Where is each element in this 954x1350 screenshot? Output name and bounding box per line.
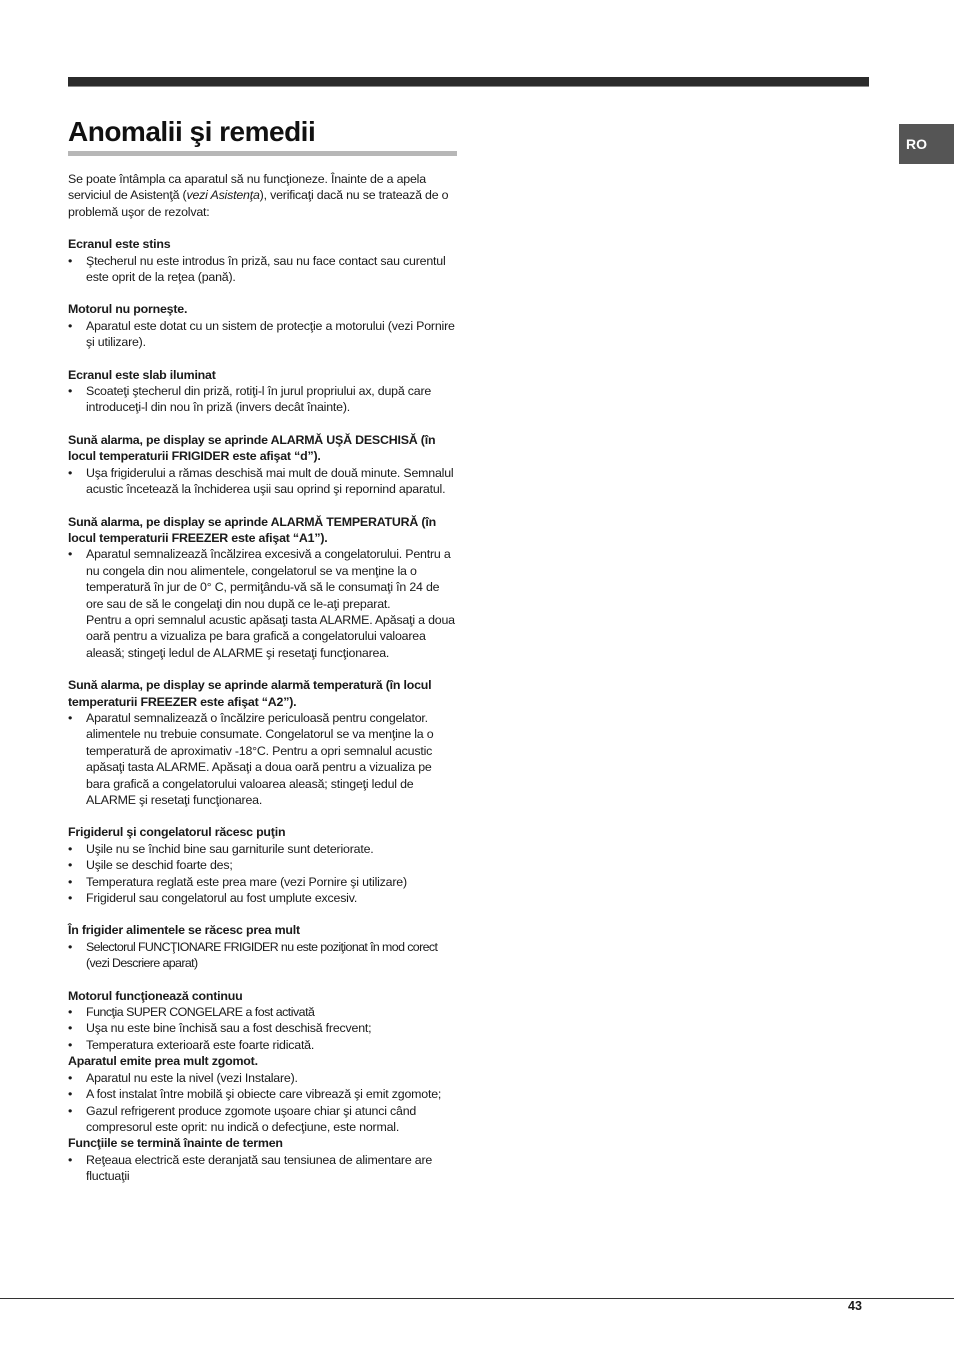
list-item: • Frigiderul sau congelatorul au fost umplute excesiv. <box>68 890 458 906</box>
section-temperature-alarm-a1 <box>68 514 458 662</box>
list-item: • Temperatura exterioară este foarte ridicată. <box>68 1037 458 1053</box>
section-list <box>68 1152 458 1185</box>
list-item: • Uşa nu este bine închisă sau a fost deschisă frecvent; <box>68 1020 458 1036</box>
section-early-end <box>68 1135 458 1184</box>
list-item: • Gazul refrigerent produce zgomote uşoare chiar şi atunci când compresorul este oprit: nu indică o defecţiune, este normal. <box>68 1103 458 1136</box>
list-item: • Ştecherul nu este introdus în priză, sau nu face contact sau curentul este oprit de la reţea (pană). <box>68 253 458 286</box>
list-item: • Reţeaua electrică este deranjată sau tensiunea de alimentare are fluctuaţii <box>68 1152 458 1185</box>
section-overcooling <box>68 922 458 971</box>
list-item: • Uşile se deschid foarte des; <box>68 857 458 873</box>
intro-paragraph <box>68 171 458 220</box>
section-list <box>68 841 458 907</box>
page-number: 43 <box>848 1299 862 1313</box>
section-door-alarm <box>68 432 458 498</box>
section-heading: Motorul funcţionează continuu <box>68 988 243 1003</box>
list-item: • A fost instalat între mobilă şi obiecte care vibrează şi emit zgomote; <box>68 1086 458 1102</box>
section-list <box>68 546 458 612</box>
list-item: • Aparatul nu este la nivel (vezi Instalare). <box>68 1070 458 1086</box>
section-list <box>68 318 458 351</box>
language-tab: RO <box>899 124 954 164</box>
section-heading: Aparatul emite prea mult zgomot. <box>68 1054 258 1069</box>
section-heading: Frigiderul şi congelatorul răcesc puţin <box>68 825 286 840</box>
section-heading: În frigider alimentele se răcesc prea mult <box>68 923 300 938</box>
section-screen-dim <box>68 367 458 416</box>
intro-reference: vezi Asistenţa <box>186 188 260 203</box>
section-list <box>68 939 458 972</box>
section-heading: Sună alarma, pe display se aprinde ALARMĂ UŞĂ DESCHISĂ (în locul temperaturii FRIGIDER este afişat “d”). <box>68 432 436 464</box>
footer-rule <box>0 1298 954 1299</box>
header-rule <box>68 77 869 87</box>
list-item: • Aparatul semnalizează o încălzire periculoasă pentru congelator. alimentele nu trebuie consumate. Congelatorul se va menţine la o temperatură de aproximativ -18°C. Pentru a opri semnalul acustic apăsaţi tasta ALARME. Apăsaţi a doua oară pentru a vizualiza pe bara grafică a congelatorului valoarea aleasă; stingeţi ledul de ALARME şi resetaţi funcţionarea. <box>68 710 458 808</box>
section-temperature-alarm-a2 <box>68 677 458 808</box>
section-heading: Motorul nu porneşte. <box>68 302 188 317</box>
list-item: • Uşile nu se închid bine sau garniturile sunt deteriorate. <box>68 841 458 857</box>
section-list <box>68 253 458 286</box>
section-motor-not-starting <box>68 301 458 350</box>
list-item: • Temperatura reglată este prea mare (vezi Pornire şi utilizare) <box>68 874 458 890</box>
section-heading: Sună alarma, pe display se aprinde ALARMĂ TEMPERATURĂ (în locul temperaturii FREEZER este afişat “A1”). <box>68 514 436 545</box>
title-underline <box>68 151 457 156</box>
list-item: • Aparatul este dotat cu un sistem de protecţie a motorului (vezi Pornire şi utilizare). <box>68 318 458 351</box>
section-cooling-weak <box>68 824 458 906</box>
list-item: • Uşa frigiderului a rămas deschisă mai mult de două minute. Semnalul acustic încetează la închiderea uşii sau oprind şi repornind aparatul. <box>68 465 458 498</box>
section-heading: Funcţiile se termină înainte de termen <box>68 1136 283 1151</box>
section-note: Pentru a opri semnalul acustic apăsaţi tasta ALARME. Apăsaţi a doua oară pentru a vizualiza pe bara grafică a congelatorului valoarea aleasă; stingeţi ledul de ALARME şi resetaţi funcţionarea. <box>86 612 455 660</box>
intro-text-start: Se poate întâmpla ca aparatul să nu funcţioneze. Înainte de a apela serviciul de Asistenţă ( <box>68 172 426 203</box>
section-list <box>68 710 458 808</box>
section-heading: Ecranul este stins <box>68 237 171 252</box>
section-noise <box>68 1053 458 1135</box>
page-title: Anomalii şi remedii <box>68 116 316 147</box>
list-item: • Aparatul semnalizează încălzirea excesivă a congelatorului. Pentru a nu congela din nou alimentele, congelatorul se va menţine la o temperatură în jur de 0° C, permiţându-vă să le consumaţi în 24 de ore sau de să le congelaţi din nou după ce le-aţi preparat. <box>68 546 458 612</box>
section-list <box>68 1070 458 1136</box>
section-heading: Sună alarma, pe display se aprinde alarmă temperatură (în locul temperaturii FREEZER este afişat “A2”). <box>68 678 432 709</box>
troubleshooting-content <box>68 171 458 1185</box>
intro-text-end: ), verificaţi dacă nu se tratează de o problemă uşor de rezolvat: <box>68 188 449 219</box>
section-list <box>68 1004 458 1053</box>
list-item: • Selectorul FUNCŢIONARE FRIGIDER nu este poziţionat în mod corect (vezi Descriere aparat) <box>68 939 458 972</box>
section-list <box>68 383 458 416</box>
list-item: • Funcţia SUPER CONGELARE a fost activată <box>68 1004 458 1020</box>
section-list <box>68 465 458 498</box>
section-heading: Ecranul este slab iluminat <box>68 367 216 382</box>
section-motor-continuous <box>68 988 458 1054</box>
section-screen-off <box>68 236 458 285</box>
list-item: • Scoateţi ştecherul din priză, rotiţi-l în jurul propriului ax, după care introduceţi-l din nou în priză (invers decât înainte). <box>68 383 458 416</box>
